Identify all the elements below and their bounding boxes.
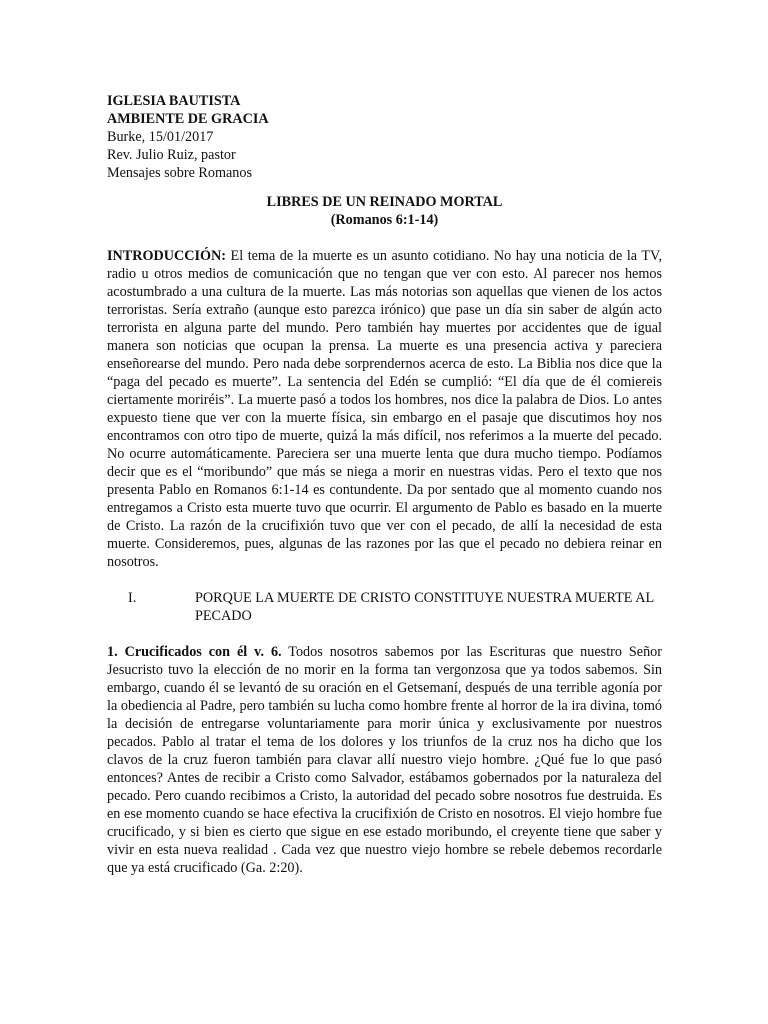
church-name-line1: IGLESIA BAUTISTA	[107, 93, 241, 109]
pastor-name: Rev. Julio Ruiz, pastor	[107, 147, 236, 163]
section-heading-1	[107, 589, 662, 625]
document-page	[107, 92, 662, 877]
point-1-paragraph	[107, 643, 662, 877]
section-number: I.	[128, 590, 137, 606]
introduction-label: INTRODUCCIÓN:	[107, 248, 227, 264]
document-header	[107, 92, 662, 182]
place-date: Burke, 15/01/2017	[107, 129, 214, 145]
point-1-label: 1. Crucificados con él v. 6.	[107, 644, 282, 660]
sermon-title	[107, 193, 662, 229]
sermon-title-reference: (Romanos 6:1-14)	[330, 212, 439, 228]
introduction-paragraph	[107, 247, 662, 571]
section-heading-text: PORQUE LA MUERTE DE CRISTO CONSTITUYE NUESTRA MUERTE AL PECADO	[195, 590, 654, 624]
church-name-line2: AMBIENTE DE GRACIA	[107, 111, 269, 127]
sermon-title-main: LIBRES DE UN REINADO MORTAL	[266, 194, 503, 210]
series-name: Mensajes sobre Romanos	[107, 165, 253, 181]
introduction-text: El tema de la muerte es un asunto cotidiano. No hay una noticia de la TV, radio u otros medios de comunicación que no tengan que ver con esto. Al parecer nos hemos acostumbrado a una cultura de la muerte. Las más notorias son aquellas que vienen de los actos terroristas. Sería extraño (aunque esto parezca irónico) que pase un día sin saber de algún acto terrorista en alguna parte del mundo. Pero también hay muertes por accidentes que de igual manera son noticias que ocupan la prensa. La muerte es una presencia activa y pareciera enseñorearse del mundo. Pero nada debe sorprendernos acerca de esto. La Biblia nos dice que la “paga del pecado es muerte”. La sentencia del Edén se cumplió: “El día que de él comiereis ciertamente moriréis”. La muerte pasó a todos los hombres, nos dice la palabra de Dios. Lo antes expuesto tiene que ver con la muerte física, sin embargo en el pasaje que discutimos hoy nos encontramos con otro tipo de muerte, quizá la más difícil, nos referimos a la muerte del pecado. No ocurre automáticamente. Pareciera ser una muerte lenta que dura mucho tiempo. Podíamos decir que es el “moribundo” que más se niega a morir en nuestras vidas. Pero el texto que nos presenta Pablo en Romanos 6:1-14 es contundente. Da por sentado que al momento cuando nos entregamos a Cristo esta muerte tuvo que ocurrir. El argumento de Pablo es basado en la muerte de Cristo. La razón de la crucifixión tuvo que ver con el pecado, de allí la necesidad de esta muerte. Consideremos, pues, algunas de las razones por las que el pecado no debiera reinar en nosotros.	[107, 248, 662, 570]
point-1-text: Todos nosotros sabemos por las Escrituras que nuestro Señor Jesucristo tuvo la elección de no morir en la forma tan vergonzosa que ya todos sabemos. Sin embargo, cuando él se levantó de su oración en el Getsemaní, después de una terrible agonía por la obediencia al Padre, pero también su lucha como hombre frente al horror de la ira divina, tomó la decisión de entregarse voluntariamente para morir única y exclusivamente por nuestros pecados. Pablo al tratar el tema de los dolores y los triunfos de la cruz nos ha dicho que los clavos de la cruz fueron también para clavar allí nuestro viejo hombre. ¿Qué fue lo que pasó entonces? Antes de recibir a Cristo como Salvador, estábamos gobernados por la naturaleza del pecado. Pero cuando recibimos a Cristo, la autoridad del pecado sobre nosotros fue destruida. Es en ese momento cuando se hace efectiva la crucifixión de Cristo en nosotros. El viejo hombre fue crucificado, y si bien es cierto que sigue en ese estado moribundo, el creyente tiene que saber y vivir en esta nueva realidad . Cada vez que nuestro viejo hombre se rebele debemos recordarle que ya está crucificado (Ga. 2:20).	[107, 644, 662, 876]
